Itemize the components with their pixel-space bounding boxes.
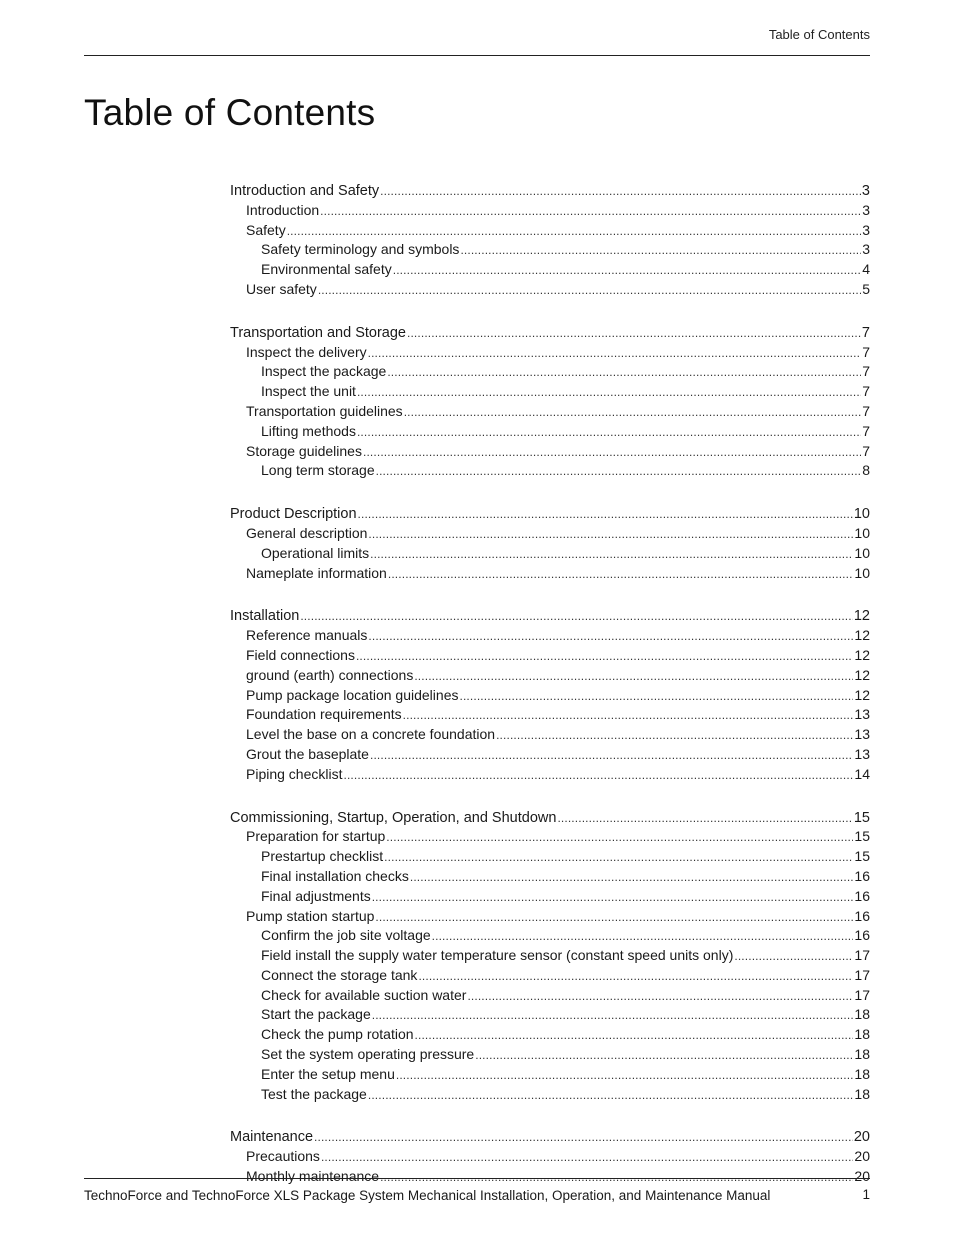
toc-entry-page: 13 [854,745,870,762]
dot-leader [363,443,861,462]
toc-entry[interactable] [230,182,870,201]
toc-entry[interactable] [230,1065,870,1085]
toc-entry-page: 10 [853,506,870,523]
toc-entry-title: Transportation guidelines [246,402,403,419]
toc-entry[interactable] [230,461,870,481]
dot-leader [557,809,852,828]
toc-entry-title: Safety terminology and symbols [261,241,460,258]
toc-section-commissioning [230,809,870,1105]
footer-manual-title: TechnoForce and TechnoForce XLS Package System Mechanical Installation, Operation, and Maintenance Manual [84,1188,771,1203]
toc-entry-page: 20 [853,1129,870,1146]
toc-entry[interactable] [230,422,870,442]
toc-entry-title: Nameplate information [246,564,387,581]
toc-entry-title: Inspect the unit [261,383,356,400]
toc-entry-title: Final adjustments [261,887,371,904]
toc-entry[interactable] [230,626,870,646]
toc-entry[interactable] [230,926,870,946]
table-of-contents [230,182,870,1211]
footer-rule [84,1178,870,1179]
toc-entry-page: 3 [862,201,870,218]
toc-entry[interactable] [230,765,870,785]
toc-entry-page: 7 [862,442,870,459]
toc-entry-page: 10 [854,544,870,561]
toc-entry-title: Lifting methods [261,422,356,439]
toc-entry-page: 7 [862,422,870,439]
toc-entry-page: 17 [854,966,870,983]
dot-leader [372,888,854,907]
toc-entry[interactable] [230,907,870,927]
toc-entry[interactable] [230,260,870,280]
dot-leader [734,947,853,966]
dot-leader [432,927,854,946]
toc-entry-page: 5 [862,280,870,297]
toc-entry-page: 18 [854,1046,870,1063]
toc-entry[interactable] [230,564,870,584]
toc-entry[interactable] [230,240,870,260]
toc-entry-title: Pump station startup [246,907,375,924]
toc-entry[interactable] [230,221,870,241]
toc-entry[interactable] [230,280,870,300]
toc-entry[interactable] [230,686,870,706]
dot-leader [321,1148,853,1167]
dot-leader [376,462,862,481]
toc-entry-page: 16 [854,867,870,884]
toc-entry[interactable] [230,745,870,765]
dot-leader [370,545,853,564]
toc-entry-title: Foundation requirements [246,706,402,723]
toc-entry-title: General description [246,524,368,541]
toc-entry-page: 13 [854,726,870,743]
toc-entry-page: 14 [854,765,870,782]
toc-entry-page: 20 [854,1168,870,1185]
dot-leader [384,848,853,867]
toc-entry-title: Product Description [230,506,357,523]
dot-leader [314,1128,853,1147]
toc-entry[interactable] [230,382,870,402]
toc-entry[interactable] [230,946,870,966]
dot-leader [388,565,854,584]
dot-leader [403,706,854,725]
toc-section-introduction-and-safety [230,182,870,300]
toc-entry-title: Safety [246,221,286,238]
toc-entry[interactable] [230,666,870,686]
toc-entry-title: Test the package [261,1085,367,1102]
dot-leader [318,281,861,300]
toc-entry-title: Confirm the job site voltage [261,927,431,944]
toc-entry-page: 3 [862,241,870,258]
running-header: Table of Contents [768,27,870,42]
dot-leader [357,383,861,402]
dot-leader [393,261,861,280]
toc-entry[interactable] [230,1085,870,1105]
toc-entry-page: 7 [862,402,870,419]
dot-leader [407,324,861,343]
toc-entry-title: Introduction and Safety [230,183,380,199]
toc-entry-title: Set the system operating pressure [261,1046,475,1063]
toc-entry[interactable] [230,607,870,626]
toc-entry-title: Check the pump rotation [261,1026,414,1043]
toc-entry[interactable] [230,505,870,524]
dot-leader [496,726,853,745]
toc-entry-title: Pump package location guidelines [246,686,459,703]
dot-leader [396,1066,854,1085]
toc-entry-page: 16 [854,907,870,924]
toc-entry-page: 15 [854,848,870,865]
header-rule [84,55,870,56]
toc-entry-title: Start the package [261,1006,371,1023]
toc-entry[interactable] [230,966,870,986]
dot-leader [287,222,862,241]
toc-entry-title: Transportation and Storage [230,324,406,341]
toc-entry-page: 12 [854,666,870,683]
toc-entry-page: 18 [854,1026,870,1043]
page-title: Table of Contents [84,92,376,133]
toc-entry-page: 15 [854,828,870,845]
toc-entry-title: Reference manuals [246,627,368,644]
toc-entry-page: 18 [854,1065,870,1082]
toc-entry-title: Maintenance [230,1129,314,1146]
toc-entry-title: Introduction [246,201,320,218]
toc-entry-title: User safety [246,280,317,297]
toc-entry-title: Connect the storage tank [261,966,418,983]
dot-leader [358,505,853,524]
toc-entry-page: 10 [854,564,870,581]
dot-leader [415,1026,854,1045]
dot-leader [356,647,853,666]
dot-leader [475,1046,853,1065]
dot-leader [357,423,861,442]
toc-entry-page: 12 [853,608,870,625]
toc-entry[interactable] [230,524,870,544]
toc-entry-title: Precautions [246,1148,320,1165]
toc-entry-title: Inspect the delivery [246,343,367,360]
dot-leader [386,828,853,847]
toc-entry-page: 17 [854,986,870,1003]
toc-entry[interactable] [230,201,870,221]
toc-entry-page: 12 [854,646,870,663]
dot-leader [320,202,861,221]
toc-entry-title: Grout the baseplate [246,745,369,762]
footer-page-number: 1 [862,1187,870,1202]
dot-leader [387,363,861,382]
toc-entry[interactable] [230,544,870,564]
dot-leader [460,241,861,260]
toc-section-transportation-and-storage [230,324,870,481]
toc-entry[interactable] [230,402,870,422]
toc-entry-page: 8 [862,462,870,479]
toc-entry-title: Final installation checks [261,867,409,884]
toc-entry-page: 7 [862,363,870,380]
toc-entry[interactable] [230,646,870,666]
toc-entry-title: Prestartup checklist [261,848,384,865]
toc-entry[interactable] [230,1128,870,1147]
toc-entry-title: Long term storage [261,462,375,479]
toc-entry[interactable] [230,705,870,725]
dot-leader [375,908,853,927]
toc-entry-title: Field connections [246,646,355,663]
toc-entry[interactable] [230,362,870,382]
toc-entry-page: 3 [861,183,870,199]
dot-leader [370,746,853,765]
toc-entry-page: 12 [854,627,870,644]
dot-leader [467,987,853,1006]
dot-leader [414,667,853,686]
toc-entry[interactable] [230,887,870,907]
toc-entry-page: 7 [861,324,870,341]
dot-leader [368,525,853,544]
toc-entry-title: Enter the setup menu [261,1065,395,1082]
toc-entry[interactable] [230,1167,870,1187]
toc-entry-title: ground (earth) connections [246,666,414,683]
toc-entry[interactable] [230,1025,870,1045]
toc-entry-title: Level the base on a concrete foundation [246,726,496,743]
toc-entry[interactable] [230,827,870,847]
toc-entry[interactable] [230,847,870,867]
toc-entry[interactable] [230,725,870,745]
toc-entry-page: 18 [854,1006,870,1023]
toc-entry-title: Field install the supply water temperature sensor (constant speed units only) [261,947,734,964]
dot-leader [368,344,862,363]
dot-leader [410,868,854,887]
toc-entry-title: Installation [230,608,300,625]
toc-entry-page: 10 [854,524,870,541]
toc-section-installation [230,607,870,784]
toc-entry-page: 15 [853,809,870,826]
toc-entry[interactable] [230,324,870,343]
dot-leader [459,687,853,706]
toc-entry-title: Inspect the package [261,363,387,380]
toc-entry[interactable] [230,1045,870,1065]
toc-entry-page: 12 [854,686,870,703]
toc-entry[interactable] [230,343,870,363]
dot-leader [404,403,862,422]
toc-entry[interactable] [230,986,870,1006]
dot-leader [368,1086,854,1105]
toc-entry[interactable] [230,442,870,462]
toc-entry-page: 18 [854,1085,870,1102]
toc-entry-title: Storage guidelines [246,442,362,459]
toc-entry-page: 16 [854,887,870,904]
toc-entry-title: Operational limits [261,544,370,561]
dot-leader [418,967,853,986]
toc-entry-page: 13 [854,706,870,723]
dot-leader [368,627,853,646]
toc-section-product-description [230,505,870,583]
toc-entry-title: Environmental safety [261,261,392,278]
toc-entry-page: 20 [854,1148,870,1165]
toc-entry-page: 16 [854,927,870,944]
dot-leader [300,607,853,626]
toc-entry-page: 7 [862,383,870,400]
dot-leader [344,766,854,785]
toc-entry[interactable] [230,1147,870,1167]
toc-entry-page: 7 [862,343,870,360]
toc-entry[interactable] [230,809,870,828]
toc-entry[interactable] [230,1005,870,1025]
toc-entry-page: 3 [862,221,870,238]
toc-entry-title: Preparation for startup [246,828,386,845]
toc-entry-title: Piping checklist [246,765,343,782]
dot-leader [372,1006,854,1025]
toc-entry-title: Commissioning, Startup, Operation, and Shutdown [230,809,557,826]
toc-entry-page: 4 [862,261,870,278]
toc-entry-title: Monthly maintenance [246,1168,380,1185]
toc-entry-page: 17 [854,947,870,964]
toc-entry-title: Check for available suction water [261,986,467,1003]
dot-leader [380,182,861,201]
toc-entry[interactable] [230,867,870,887]
